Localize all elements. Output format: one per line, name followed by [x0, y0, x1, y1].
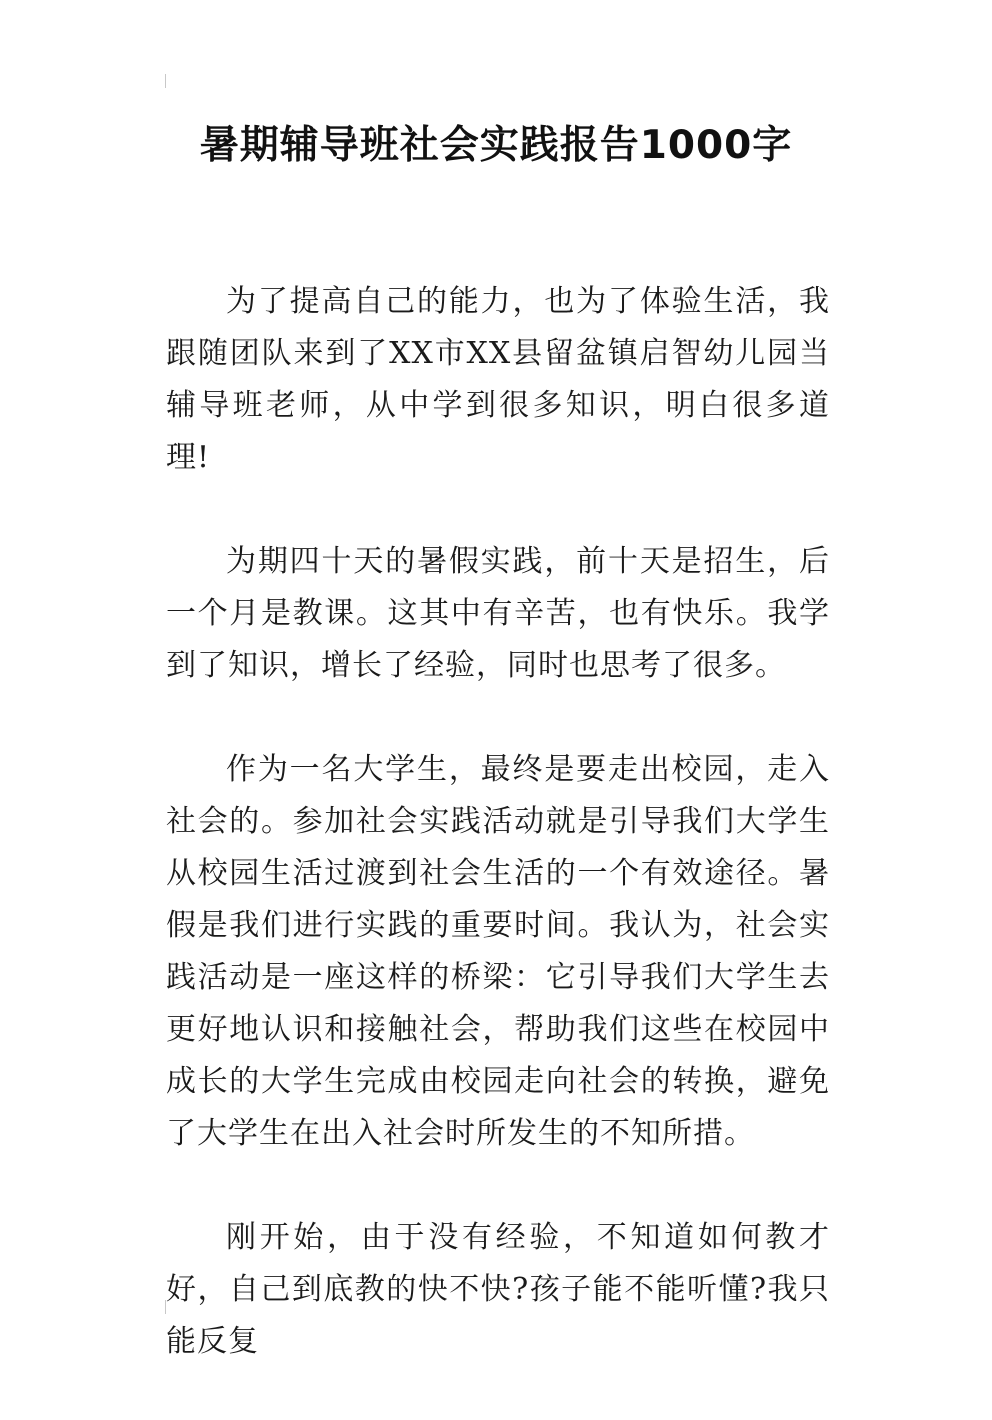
document-title: 暑期辅导班社会实践报告1000字: [199, 123, 793, 168]
paragraph-4: 刚开始，由于没有经验，不知道如何教才好，自己到底教的快不快?孩子能不能听懂?我只能反复: [166, 1220, 830, 1359]
paragraph-3: 作为一名大学生，最终是要走出校园，走入社会的。参加社会实践活动就是引导我们大学生从校园生活过渡到社会生活的一个有效途径。暑假是我们进行实践的重要时间。我认为，社会实践活动是一座这样的桥梁：它引导我们大学生去更好地认识和接触社会，帮助我们这些在校园中成长的大学生完成由校园走向社会的转换，避免了大学生在出入社会时所发生的不知所措。: [166, 752, 830, 1151]
paragraph-2: 为期四十天的暑假实践，前十天是招生，后一个月是教课。这其中有辛苦，也有快乐。我学到了知识，增长了经验，同时也思考了很多。: [166, 544, 830, 683]
paragraph-1: 为了提高自己的能力，也为了体验生活，我跟随团队来到了XX市XX县留盆镇启智幼儿园当辅导班老师，从中学到很多知识，明白很多道理!: [166, 284, 830, 475]
document-body: [166, 276, 830, 1420]
page-margin-mark-top: [165, 74, 166, 88]
